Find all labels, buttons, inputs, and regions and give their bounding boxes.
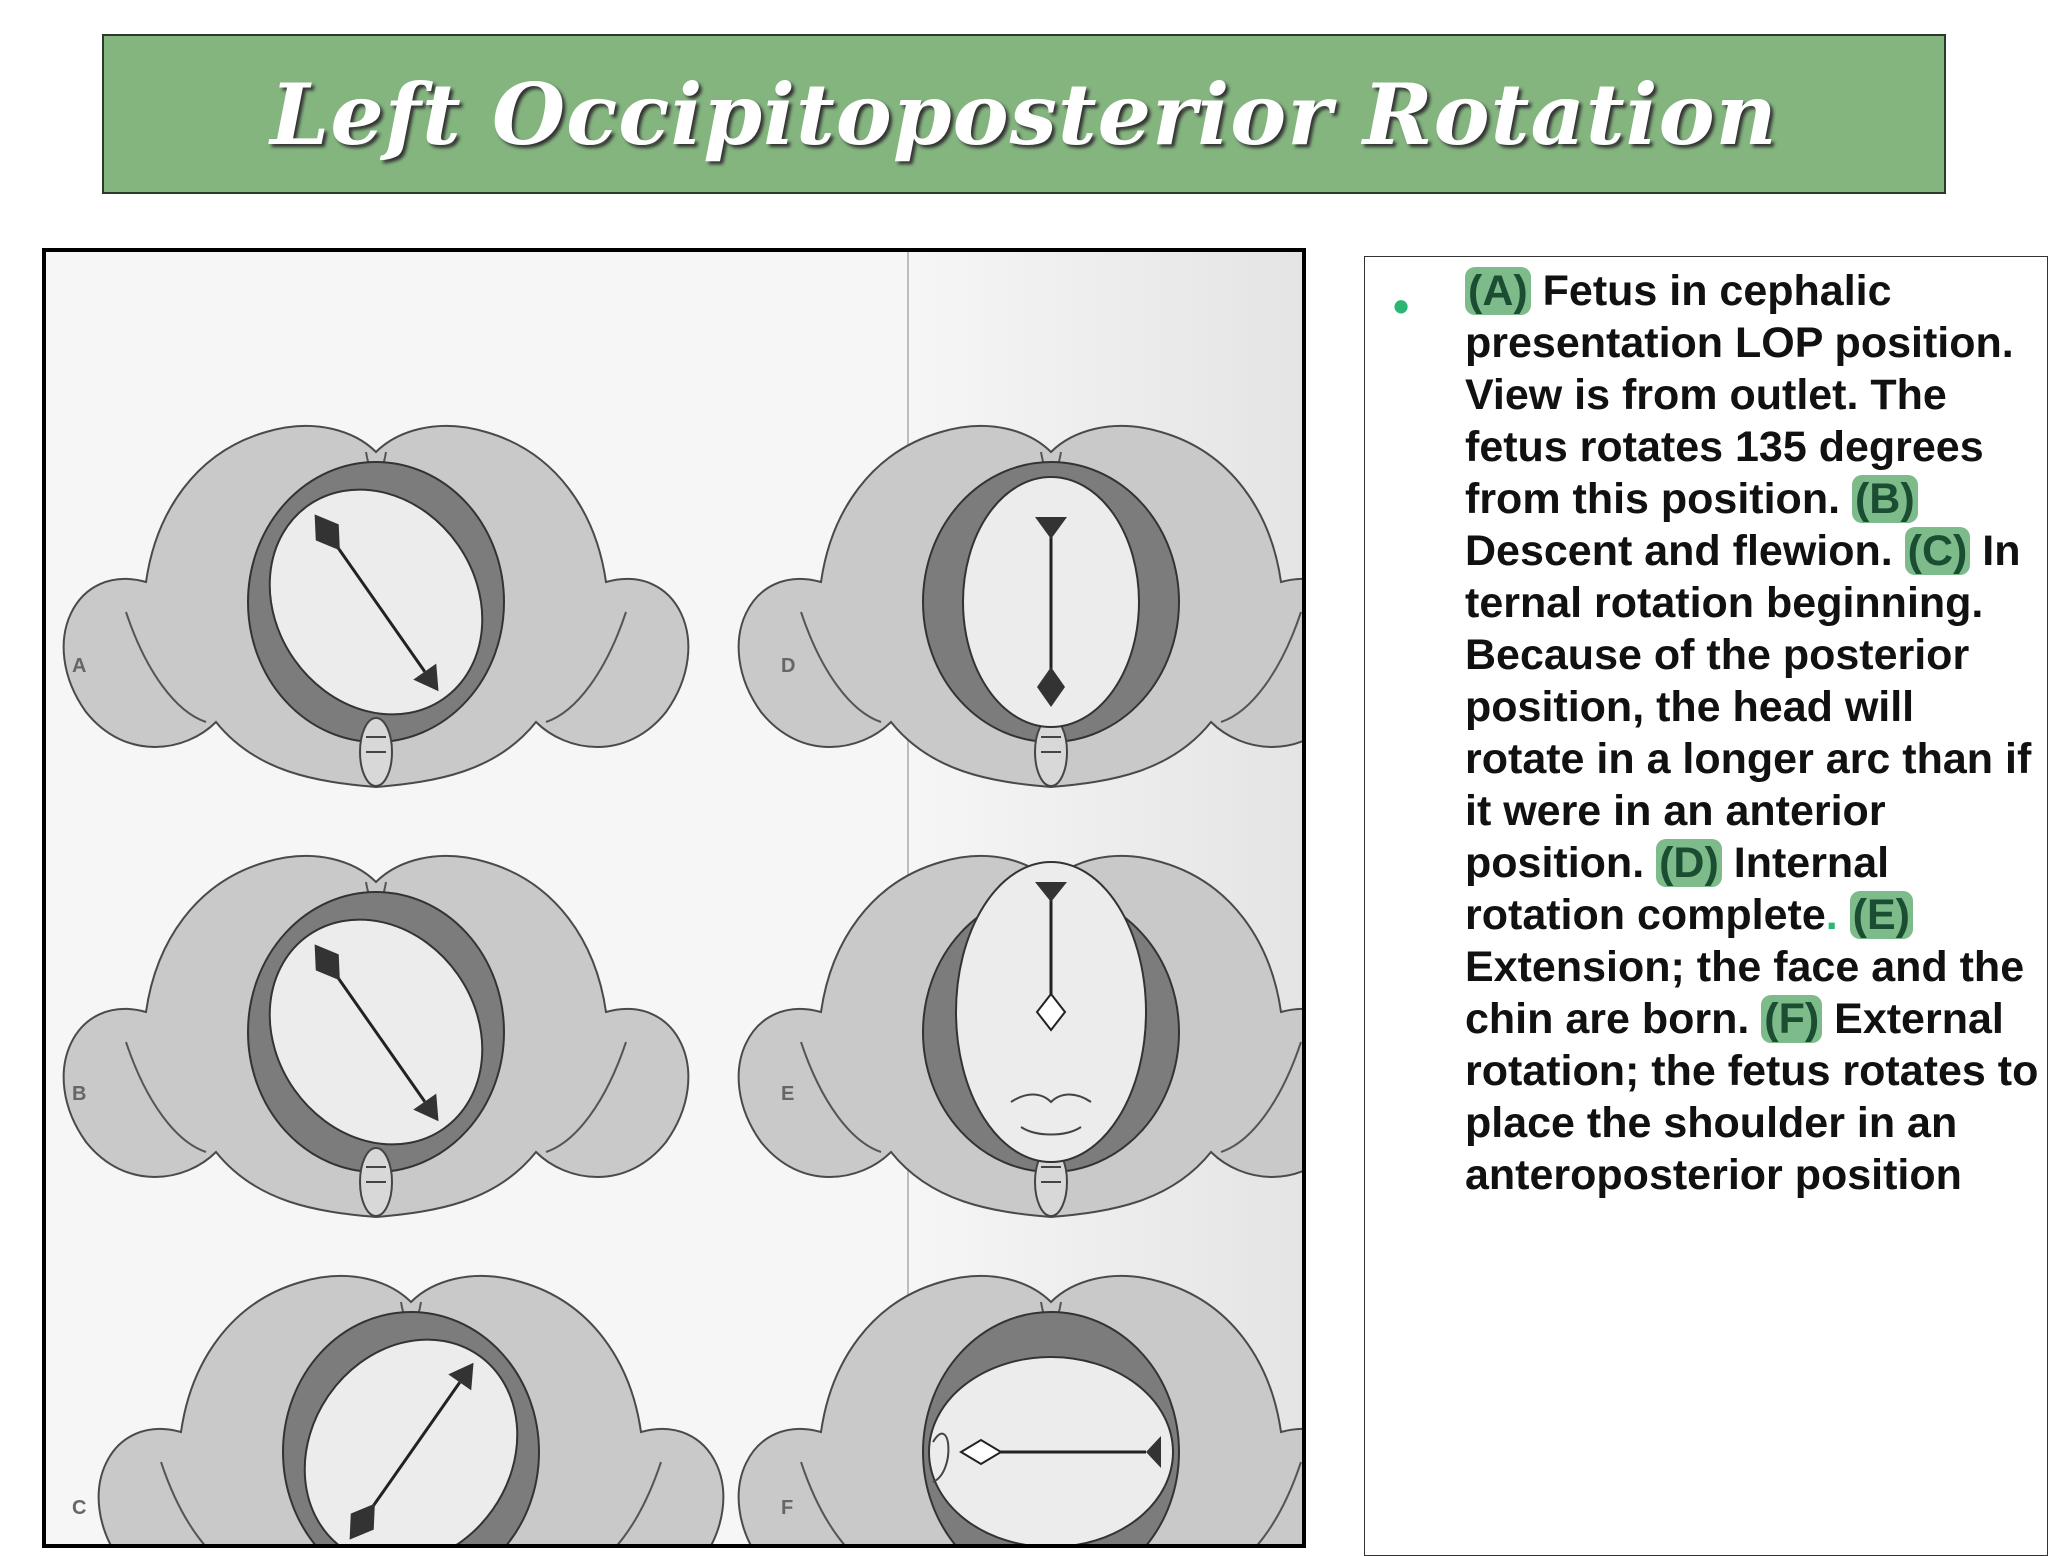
- panel-label-d: D: [781, 655, 796, 677]
- rotation-diagram-svg: [46, 252, 1306, 1548]
- slide-title: Left Occipitoposterior Rotation: [270, 64, 1778, 164]
- description-box: [1364, 256, 2048, 1556]
- pelvis-panel-f: [739, 1276, 1306, 1548]
- panel-label-e: E: [781, 1083, 795, 1105]
- pelvis-panel-b: [64, 856, 689, 1217]
- panel-label-c: C: [72, 1497, 87, 1519]
- text-d: Internal rotation complete: [1465, 839, 1890, 939]
- bullet-icon: •: [1393, 280, 1410, 332]
- panel-label-a: A: [72, 655, 87, 677]
- panel-label-b: B: [72, 1083, 87, 1105]
- fetal-head: [929, 1357, 1173, 1547]
- text-e: Extension; the face and the chin are born.: [1465, 943, 2025, 1043]
- tag-e: (E): [1850, 891, 1913, 939]
- text-f: External rotation; the fetus rotates to place the shoulder in an anteroposterior position: [1465, 995, 2039, 1199]
- fetal-head: [963, 477, 1139, 727]
- description-text: [1465, 265, 2043, 1201]
- pelvis-panel-a: [64, 426, 689, 787]
- pelvis-panel-c: [99, 1276, 724, 1548]
- tag-d: (D): [1656, 839, 1722, 887]
- fetal-head: [956, 862, 1146, 1162]
- rotation-figure: [42, 248, 1306, 1548]
- period-after-d: .: [1825, 891, 1850, 939]
- title-bar: [102, 34, 1946, 194]
- tag-c: (C): [1905, 527, 1971, 575]
- text-a: Fetus in cephalic presentation LOP position. View is from outlet. The fetus rotates 135 degrees from this position.: [1465, 267, 2014, 523]
- text-b: Descent and flewion.: [1465, 527, 1905, 575]
- tag-a: (A): [1465, 267, 1531, 315]
- tag-b: (B): [1852, 475, 1918, 523]
- text-c: In ternal rotation beginning. Because of the posterior position, the head will rotate in a longer arc than if it were in an anterior position.: [1465, 527, 2032, 887]
- tag-f: (F): [1761, 995, 1822, 1043]
- panel-label-f: F: [781, 1497, 794, 1519]
